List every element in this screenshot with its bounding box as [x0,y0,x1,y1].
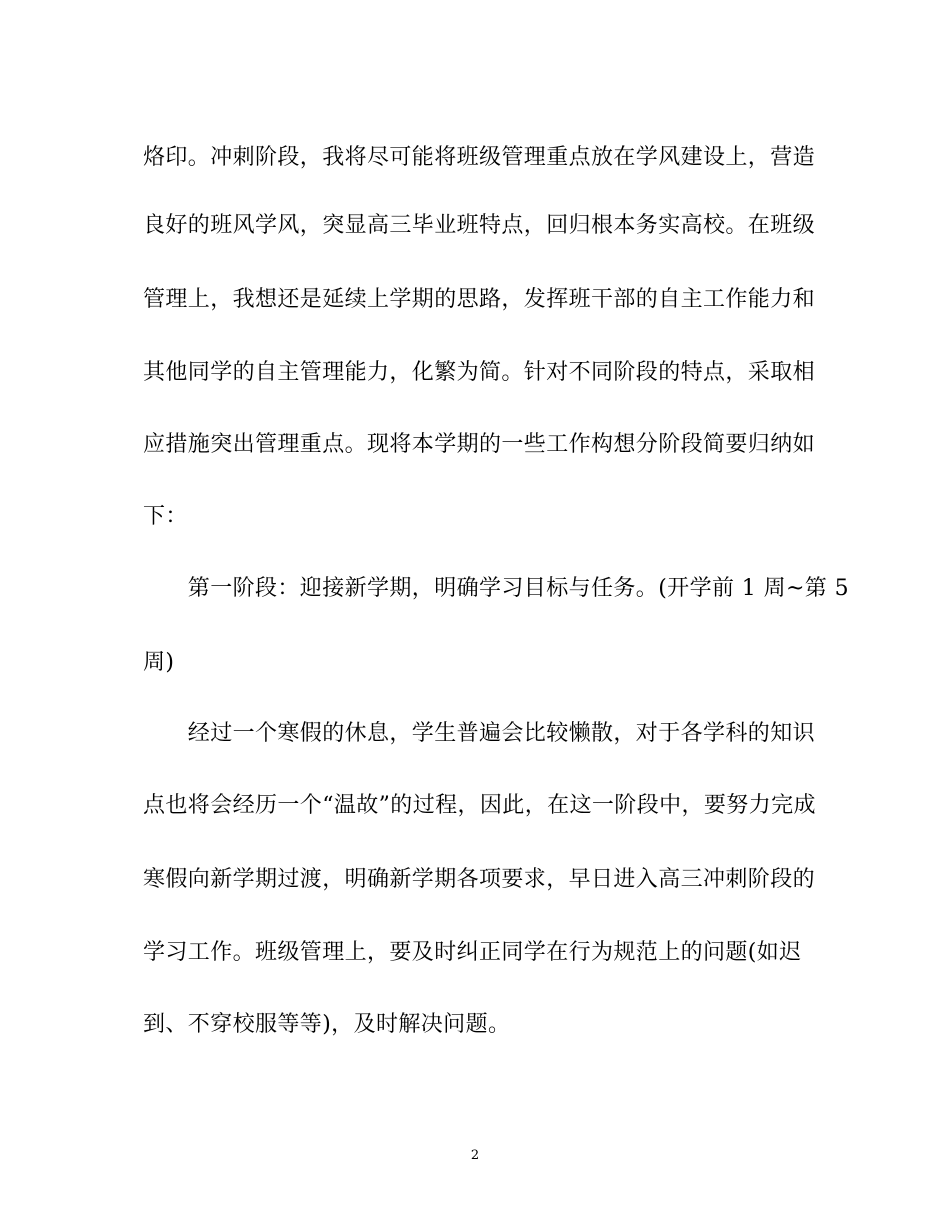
text-line: 学习工作。班级管理上，要及时纠正同学在行为规范上的问题(如迟 [143,940,802,965]
text-line: 下： [143,504,188,529]
text-line: 经过一个寒假的休息，学生普遍会比较懒散，对于各学科的知识 [143,721,816,746]
text-line: 管理上，我想还是延续上学期的思路，发挥班干部的自主工作能力和 [143,287,816,312]
text-line: 其他同学的自主管理能力，化繁为简。针对不同阶段的特点，采取相 [143,360,816,385]
text-line: 烙印。冲刺阶段，我将尽可能将班级管理重点放在学风建设上，营造 [143,145,816,170]
text-line: 良好的班风学风，突显高三毕业班特点，回归根本务实高校。在班级 [143,213,816,238]
text-line: 到、不穿校服等等)，及时解决问题。 [143,1012,511,1037]
section-heading-line: 第一阶段：迎接新学期，明确学习目标与任务。(开学前 1 周~第 5 [143,576,849,601]
section-heading-line: 周) [143,650,175,675]
text-line: 寒假向新学期过渡，明确新学期各项要求，早日进入高三冲刺阶段的 [143,867,816,892]
page-number: 2 [470,1148,480,1163]
text-line: 应措施突出管理重点。现将本学期的一些工作构想分阶段简要归纳如 [143,432,816,457]
text-line: 点也将会经历一个“温故”的过程，因此，在这一阶段中，要努力完成 [143,793,816,818]
